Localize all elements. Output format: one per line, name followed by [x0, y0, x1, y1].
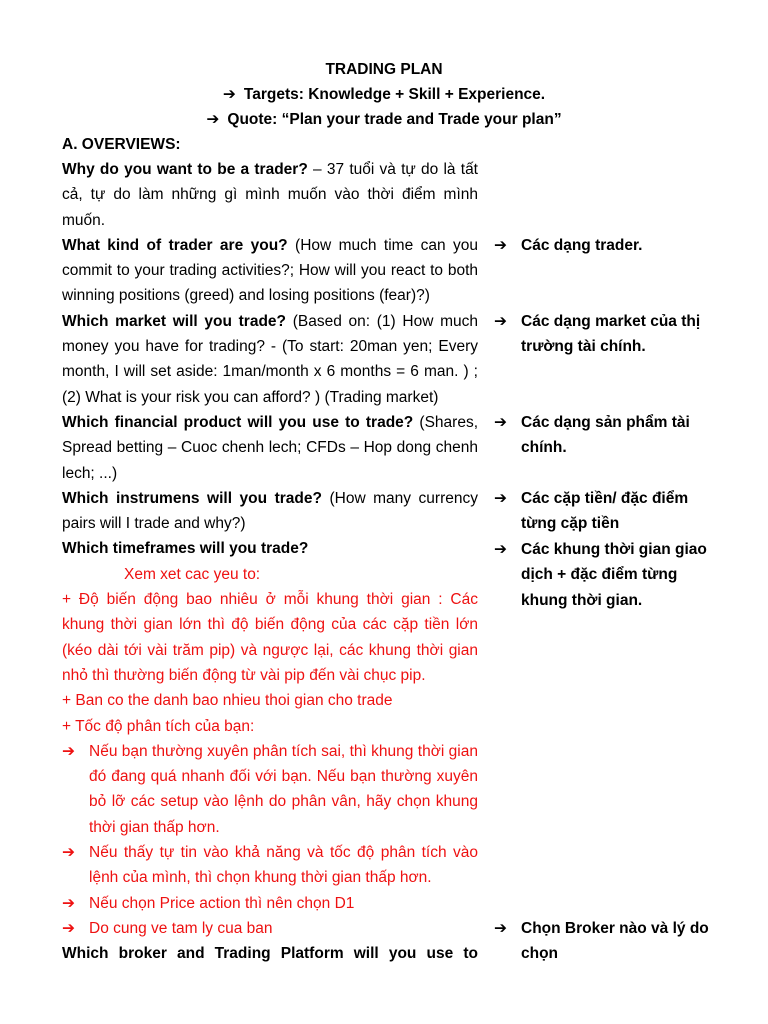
arrow-right-icon: ➔: [494, 312, 507, 330]
volatility-note: + Độ biến động bao nhiêu ở mỗi khung thời gian : Các khung thời gian lớn thì độ biến động của các cặp tiền lớn (kéo dài tới vài trăm pip) và ngược lại, các khung thời gian nhỏ thì thường biến động từ vài pip đến vài chục pip.: [62, 591, 478, 684]
arrow-right-icon: ➔: [62, 741, 75, 760]
quote-line: ➔ Quote: “Plan your trade and Trade your plan”: [206, 110, 562, 128]
arrow-right-icon: ➔: [494, 489, 507, 507]
consider-label: Xem xet cac yeu to:: [124, 565, 261, 583]
question-timeframes: Which timeframes will you trade?: [62, 540, 309, 558]
arrow-right-icon: ➔: [222, 85, 236, 103]
arrow-right-icon: ➔: [206, 110, 220, 128]
arrow-right-icon: ➔: [62, 918, 75, 937]
arrow-right-icon: ➔: [494, 236, 507, 254]
speed-note: + Tốc độ phân tích của bạn:: [62, 717, 255, 735]
note-broker: ➔ Chọn Broker nào và lý do chọn: [494, 916, 724, 967]
bullet-item: ➔ Nếu chọn Price action thì nên chọn D1: [62, 891, 478, 916]
note-market: ➔ Các dạng market của thị trường tài chính.: [494, 309, 724, 360]
arrow-right-icon: ➔: [494, 540, 507, 558]
arrow-right-icon: ➔: [494, 413, 507, 431]
bullet-item: ➔ Do cung ve tam ly cua ban: [62, 916, 478, 941]
note-trader: ➔ Các dạng trader.: [494, 233, 724, 258]
arrow-right-icon: ➔: [62, 893, 75, 912]
questions-column: [62, 157, 478, 967]
question-market: Which market will you trade? (Based on: (1) How much money you have for trading? - (To start: 20man yen; Every month, I will set aside: 1man/month x 6 months = 6 man. ) ; (2) What is your risk you can afford? ) (Trading market): [62, 312, 478, 406]
bullet-item: ➔ Nếu bạn thường xuyên phân tích sai, thì khung thời gian đó đang quá nhanh đối với bạn. Nếu bạn thường xuyên bỏ lỡ các setup vào lệnh do phân vân, hãy chọn khung thời gian thấp hơn.: [62, 739, 478, 840]
arrow-right-icon: ➔: [494, 919, 507, 937]
time-note: + Ban co the danh bao nhieu thoi gian cho trade: [62, 692, 393, 710]
targets-line: ➔ Targets: Knowledge + Skill + Experience.: [222, 85, 546, 103]
question-instruments: Which instrumens will you trade? (How many currency pairs will I trade and why?): [62, 489, 478, 533]
question-kind: What kind of trader are you? (How much time can you commit to your trading activities?; How will you react to both winning positions (greed) and losing positions (fear)?): [62, 236, 478, 305]
arrow-right-icon: ➔: [62, 843, 75, 862]
question-why: Why do you want to be a trader? – 37 tuổi và tự do là tất cả, tự do làm những gì mình muốn vào thời điểm mình muốn.: [62, 161, 478, 229]
doc-title: TRADING PLAN: [325, 61, 443, 78]
bullet-item: ➔ Nếu thấy tự tin vào khả năng và tốc độ phân tích vào lệnh của mình, thì chọn khung thời gian thấp hơn.: [62, 840, 478, 891]
question-product: Which financial product will you use to trade? (Shares, Spread betting – Cuoc chenh lech; CFDs – Hop dong chenh lech; ...): [62, 413, 478, 482]
note-pairs: ➔ Các cặp tiền/ đặc điểm từng cặp tiền: [494, 486, 724, 537]
section-heading-overviews: A. OVERVIEWS:: [62, 136, 181, 153]
note-timeframes: ➔ Các khung thời gian giao dịch + đặc điểm từng khung thời gian.: [494, 537, 724, 613]
note-product: ➔ Các dạng sản phẩm tài chính.: [494, 410, 724, 461]
question-broker: Which broker and Trading Platform will you use to: [62, 945, 478, 963]
